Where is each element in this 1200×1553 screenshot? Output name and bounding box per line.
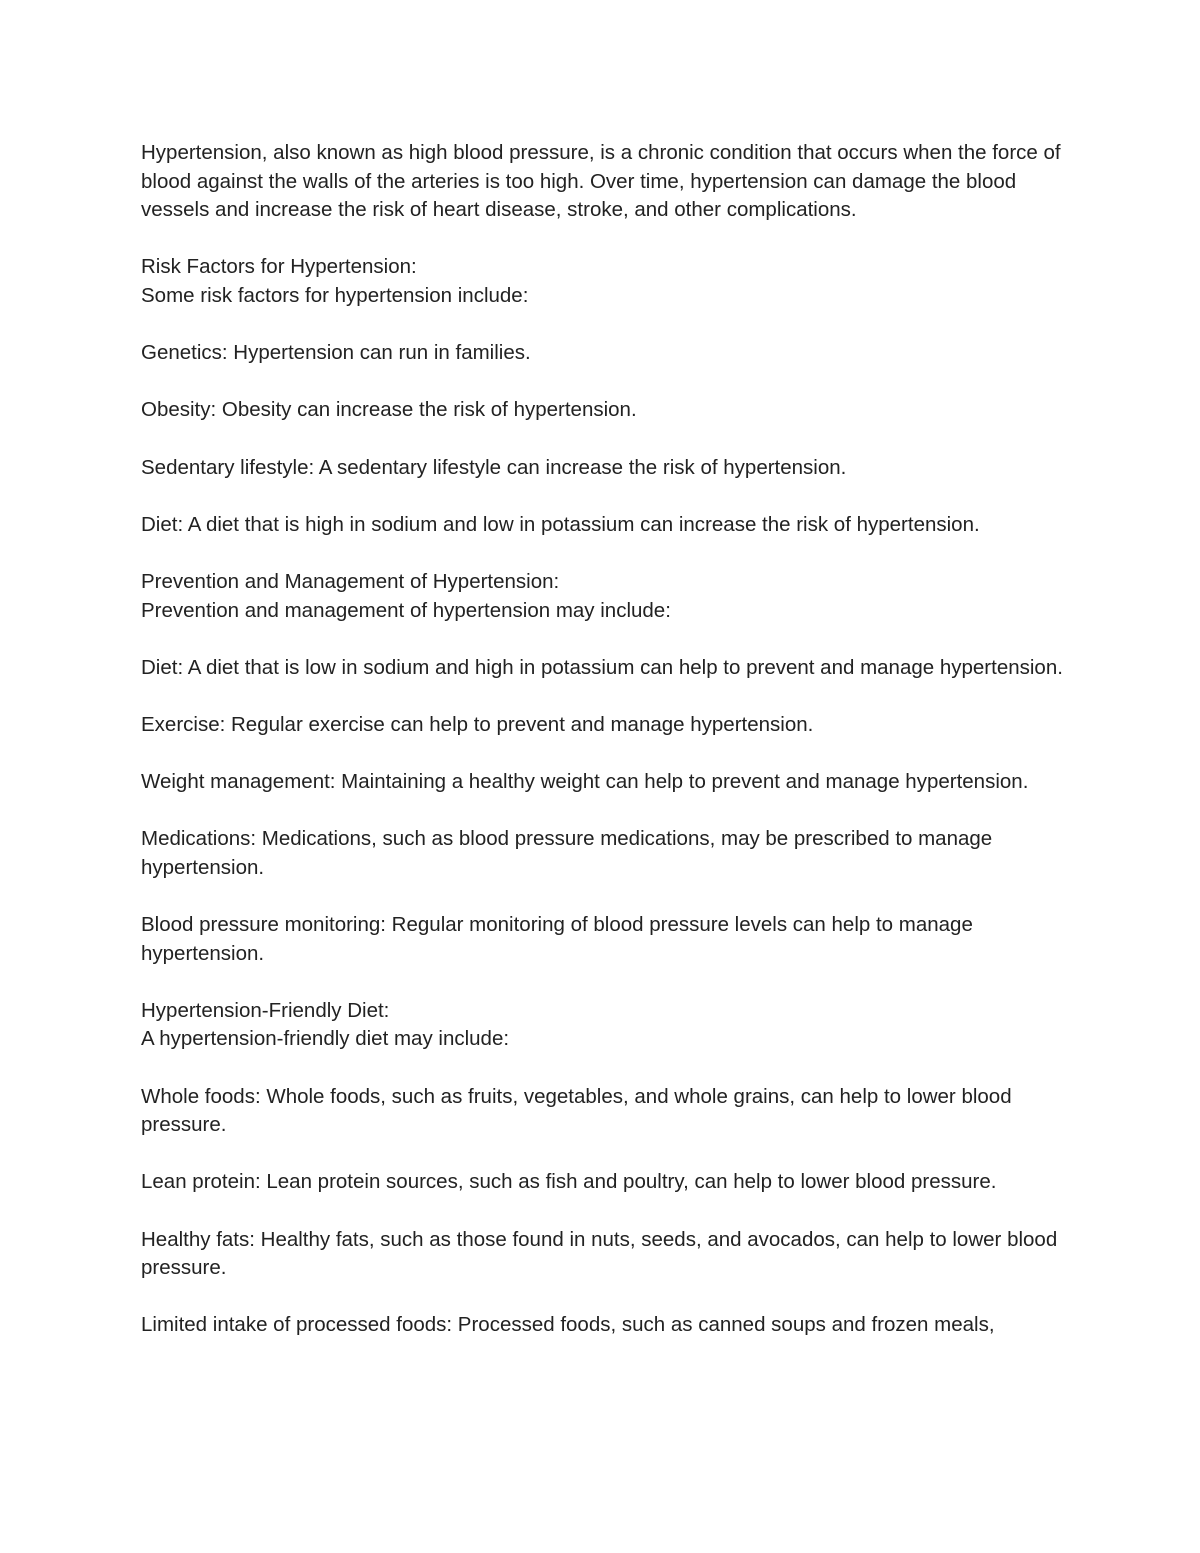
prevention-item-diet: Diet: A diet that is low in sodium and high in potassium can help to prevent and manage hypertension. — [141, 655, 1063, 679]
prevention-intro: Prevention and management of hypertension may include: — [141, 598, 671, 622]
intro-paragraph: Hypertension, also known as high blood pressure, is a chronic condition that occurs when the force of blood against the walls of the arteries is too high. Over time, hypertension can damage the blood vessels and increase the risk of heart disease, stroke, and other complications. — [141, 141, 1067, 222]
risk-item-genetics: Genetics: Hypertension can run in families. — [141, 341, 531, 365]
diet-heading: Hypertension-Friendly Diet: — [141, 998, 390, 1022]
risk-factors-heading: Risk Factors for Hypertension: — [141, 255, 417, 279]
risk-item-obesity: Obesity: Obesity can increase the risk of hypertension. — [141, 398, 637, 422]
prevention-heading: Prevention and Management of Hypertension: — [141, 569, 560, 593]
prevention-item-blood-pressure-monitoring: Blood pressure monitoring: Regular monitoring of blood pressure levels can help to manage hypertension. — [141, 913, 979, 965]
risk-item-diet: Diet: A diet that is high in sodium and low in potassium can increase the risk of hypertension. — [141, 512, 980, 536]
prevention-item-weight-management: Weight management: Maintaining a healthy weight can help to prevent and manage hypertension. — [141, 770, 1029, 794]
document-page — [141, 139, 1071, 1340]
diet-item-lean-protein: Lean protein: Lean protein sources, such as fish and poultry, can help to lower blood pressure. — [141, 1170, 997, 1194]
prevention-item-exercise: Exercise: Regular exercise can help to prevent and manage hypertension. — [141, 712, 814, 736]
risk-item-sedentary-lifestyle: Sedentary lifestyle: A sedentary lifestyle can increase the risk of hypertension. — [141, 455, 847, 479]
diet-item-whole-foods: Whole foods: Whole foods, such as fruits, vegetables, and whole grains, can help to lower blood pressure. — [141, 1084, 1018, 1137]
prevention-item-medications: Medications: Medications, such as blood pressure medications, may be prescribed to manage hypertension. — [141, 827, 998, 879]
diet-item-healthy-fats: Healthy fats: Healthy fats, such as those found in nuts, seeds, and avocados, can help to lower blood pressure. — [141, 1227, 1063, 1280]
diet-intro: A hypertension-friendly diet may include: — [141, 1027, 510, 1051]
diet-item-processed-foods: Limited intake of processed foods: Processed foods, such as canned soups and frozen meals, — [141, 1313, 995, 1337]
risk-factors-intro: Some risk factors for hypertension include: — [141, 283, 529, 307]
